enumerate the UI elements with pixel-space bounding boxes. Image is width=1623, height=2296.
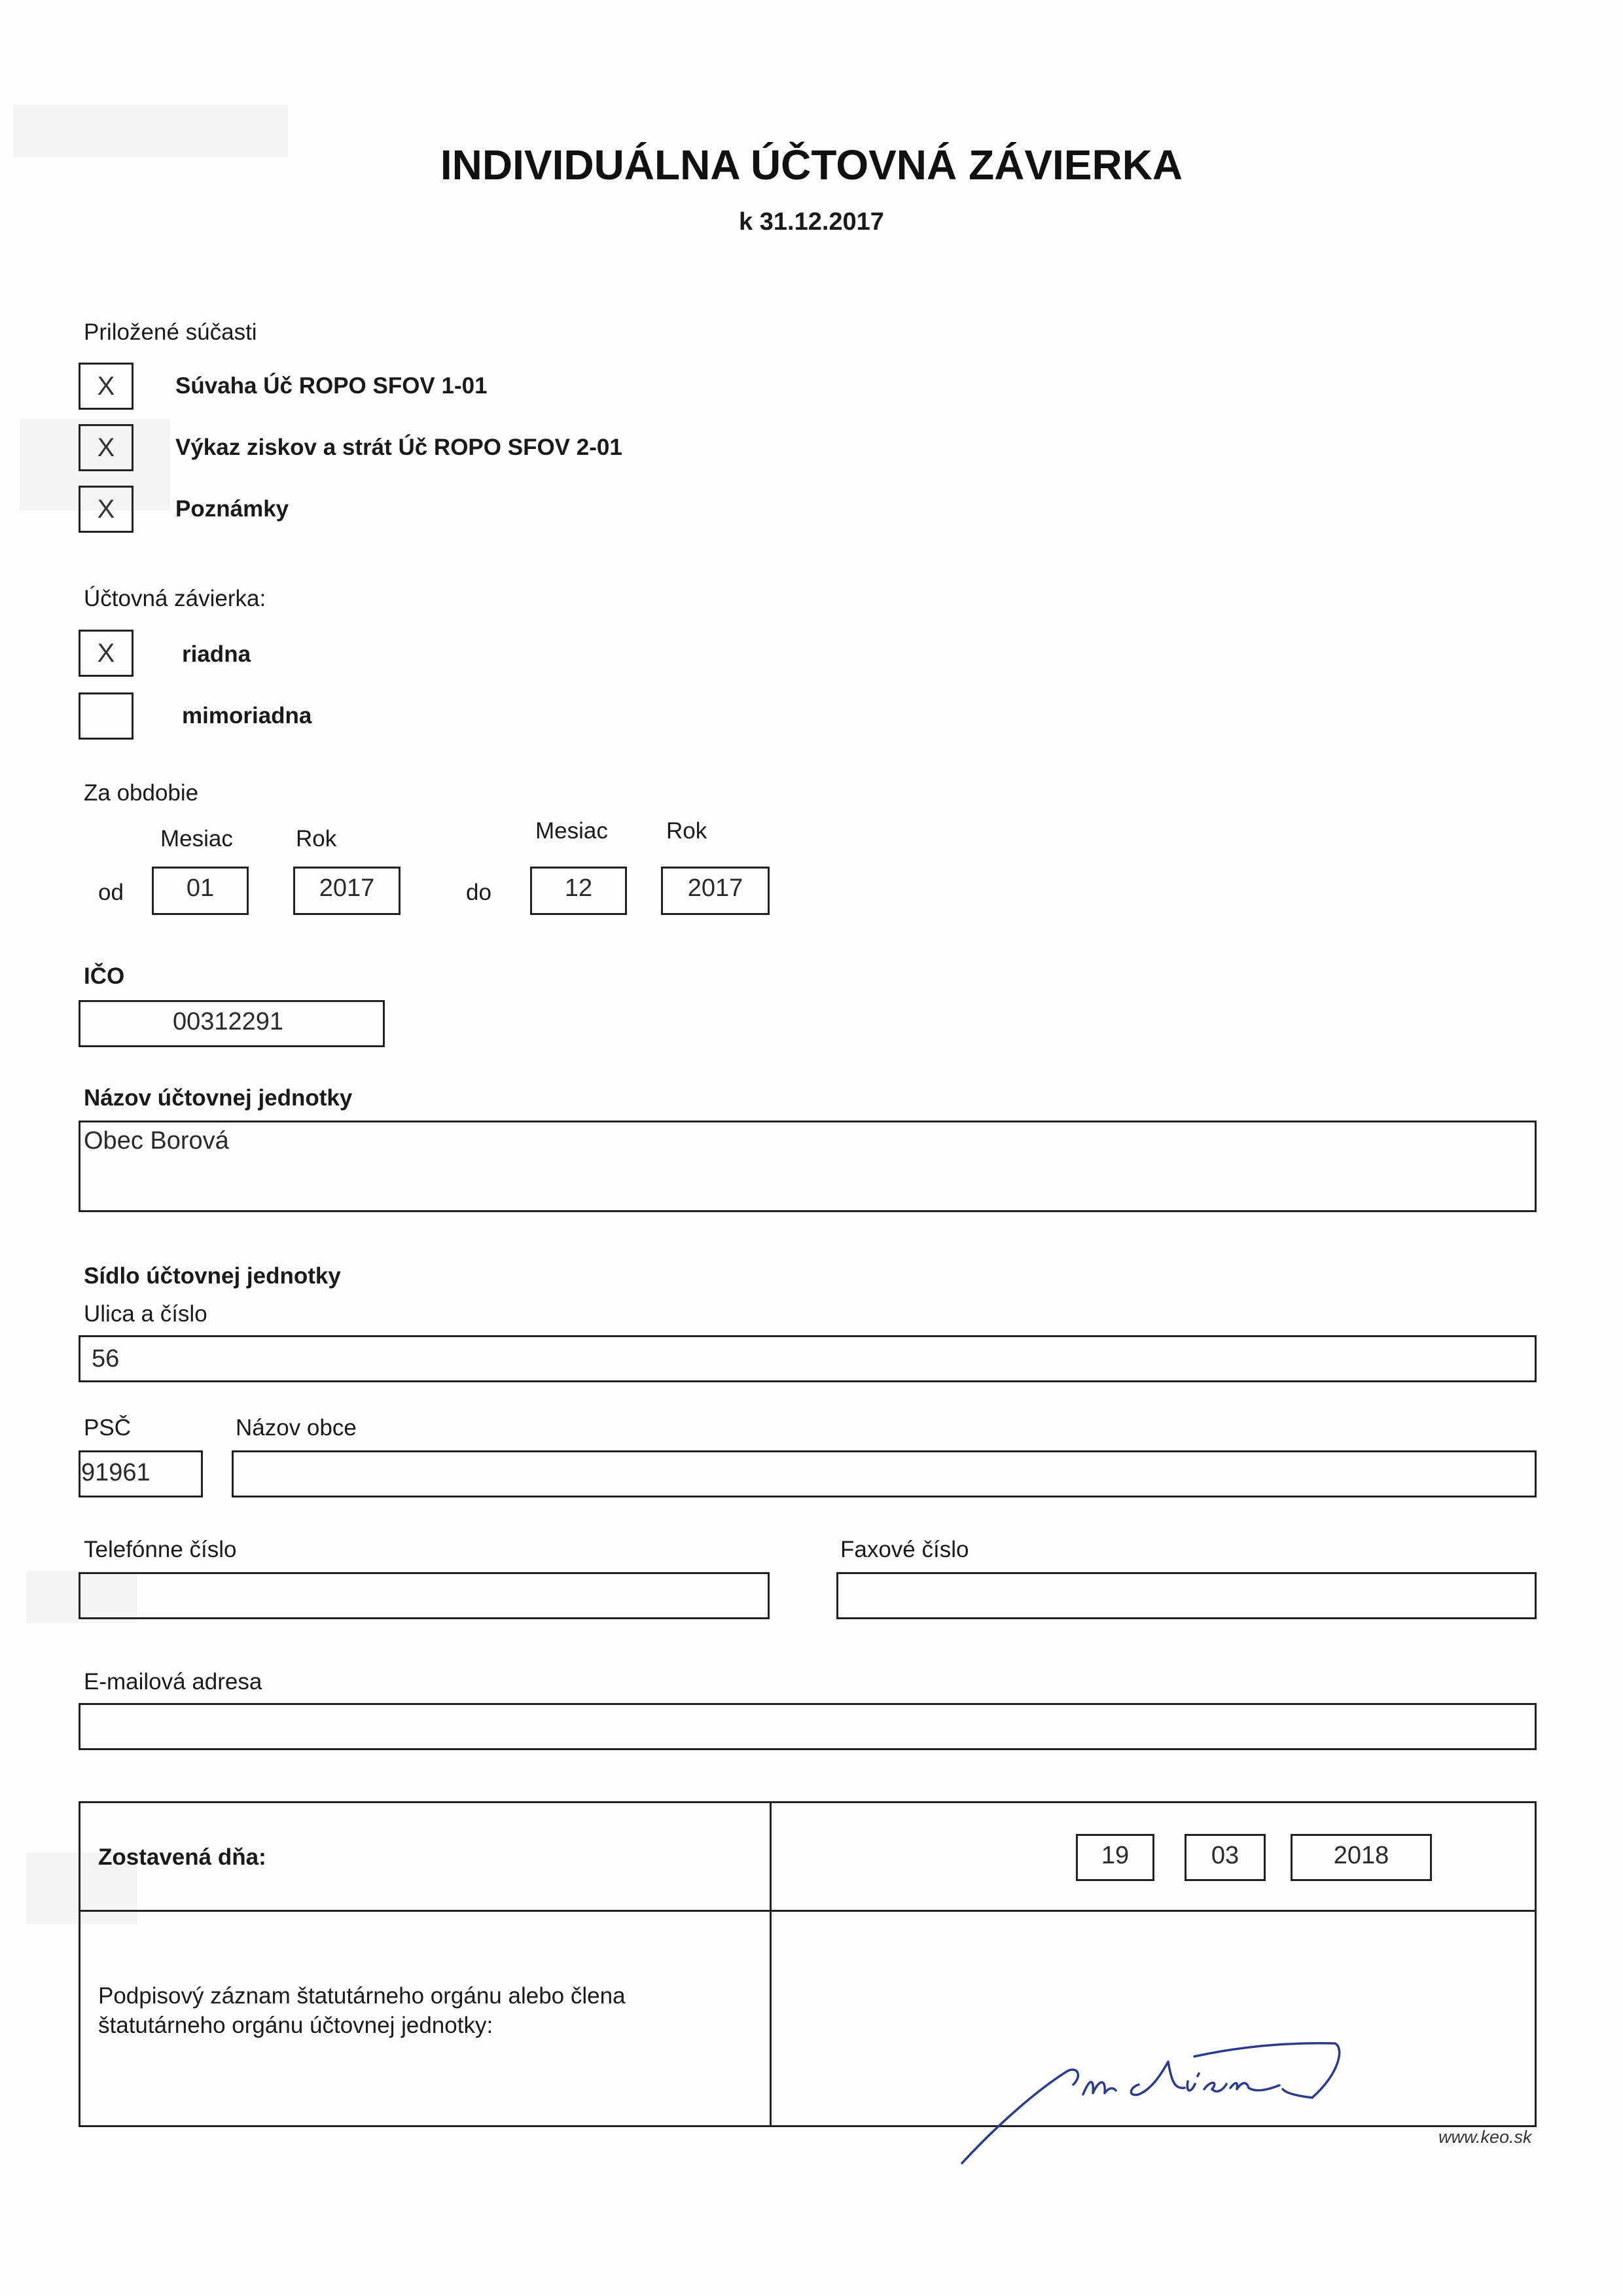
handwritten-signature	[942, 2016, 1400, 2173]
statement-type-heading: Účtovná závierka:	[84, 586, 266, 611]
address-heading: Sídlo účtovnej jednotky	[84, 1263, 341, 1289]
zip-value: 91961	[81, 1459, 151, 1486]
attachment-label-balance: Súvaha Úč ROPO SFOV 1-01	[175, 373, 488, 399]
period-from-month-value: 01	[186, 874, 215, 902]
footer-website[interactable]: www.keo.sk	[1438, 2127, 1532, 2147]
street-label: Ulica a číslo	[84, 1301, 207, 1327]
period-to-year-value: 2017	[687, 874, 743, 902]
compiled-month-value: 03	[1211, 1842, 1240, 1869]
email-field[interactable]	[79, 1703, 1537, 1750]
attachment-checkbox-notes[interactable]: X	[79, 486, 134, 533]
phone-field[interactable]	[79, 1572, 770, 1619]
statement-label-regular: riadna	[182, 641, 251, 667]
statement-checkbox-regular[interactable]: X	[79, 630, 134, 677]
attachment-checkbox-balance[interactable]: X	[79, 363, 134, 410]
ico-value: 00312291	[173, 1008, 284, 1035]
period-to-label: do	[466, 880, 491, 905]
signature-label-line1: Podpisový záznam štatutárneho orgánu alebo člena	[98, 1983, 626, 2009]
statement-checkbox-extraordinary[interactable]	[79, 692, 134, 740]
period-from-year-value: 2017	[319, 874, 375, 902]
fax-label: Faxové číslo	[840, 1537, 969, 1562]
period-from-label: od	[98, 880, 124, 905]
attachment-label-notes: Poznámky	[175, 496, 289, 522]
table-vertical-divider	[770, 1801, 772, 2127]
entity-name-label: Názov účtovnej jednotky	[84, 1085, 353, 1111]
email-label: E-mailová adresa	[84, 1669, 262, 1695]
city-field[interactable]	[232, 1450, 1537, 1498]
attachment-label-income: Výkaz ziskov a strát Úč ROPO SFOV 2-01	[175, 435, 622, 460]
entity-name-field[interactable]	[79, 1121, 1537, 1212]
report-date: k 31.12.2017	[739, 208, 884, 236]
entity-name-value: Obec Borová	[84, 1127, 229, 1155]
compiled-year-value: 2018	[1333, 1842, 1389, 1869]
compiled-day-value: 19	[1101, 1842, 1130, 1869]
city-label: Názov obce	[236, 1415, 357, 1441]
attachment-checkbox-income[interactable]: X	[79, 424, 134, 471]
zip-label: PSČ	[84, 1415, 131, 1441]
table-horizontal-divider	[79, 1910, 1537, 1912]
street-field[interactable]	[79, 1335, 1537, 1382]
period-from-year-label: Rok	[296, 826, 337, 852]
period-to-month-label: Mesiac	[535, 818, 608, 844]
phone-label: Telefónne číslo	[84, 1537, 237, 1562]
page-title: INDIVIDUÁLNA ÚČTOVNÁ ZÁVIERKA	[440, 141, 1183, 188]
period-to-year-label: Rok	[666, 818, 707, 844]
compiled-label: Zostavená dňa:	[98, 1844, 266, 1870]
attachments-heading: Priložené súčasti	[84, 319, 257, 345]
period-from-month-label: Mesiac	[160, 826, 233, 852]
signature-label-line2: štatutárneho orgánu účtovnej jednotky:	[98, 2013, 493, 2038]
statement-label-extraordinary: mimoriadna	[182, 703, 312, 728]
period-to-month-value: 12	[564, 874, 593, 902]
street-value: 56	[92, 1345, 120, 1372]
ico-label: IČO	[84, 963, 125, 989]
fax-field[interactable]	[836, 1572, 1537, 1619]
period-heading: Za obdobie	[84, 780, 199, 806]
